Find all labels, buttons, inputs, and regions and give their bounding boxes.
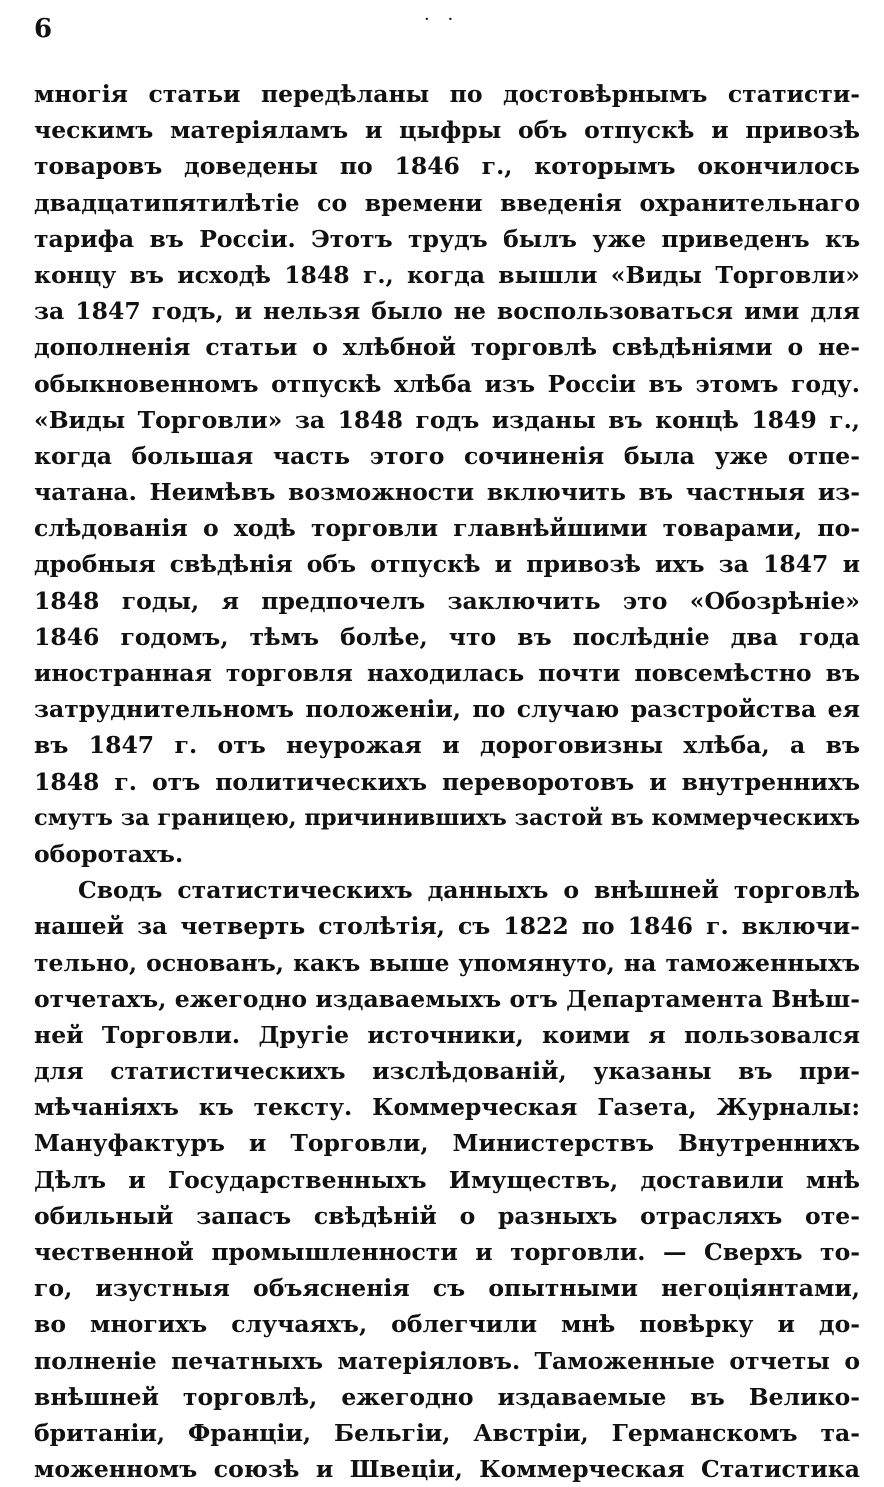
text-line: тарифа въ Россіи. Этотъ трудъ былъ уже приведенъ къ	[34, 224, 860, 253]
text-line: иностранная торговля находилась почти повсемѣстно въ	[34, 659, 860, 687]
paragraph-2	[34, 872, 860, 1487]
text-line: тельно, основанъ, какъ выше упомянуто, на таможенныхъ	[34, 948, 860, 977]
text-line: смутъ за границею, причинившихъ застой въ коммерческихъ	[34, 804, 860, 831]
text-line: моженномъ союзѣ и Швеціи, Коммерческая Статистика	[34, 1455, 860, 1484]
text-line: Сводъ статистическихъ данныхъ о внѣшней торговлѣ	[78, 876, 860, 905]
text-line: обыкновенномъ отпускѣ хлѣба изъ Россіи въ этомъ году.	[34, 369, 860, 398]
text-line: многія статьи передѣланы по достовѣрнымъ статисти-	[34, 80, 860, 108]
text-line: когда большая часть этого сочиненія была уже отпе-	[34, 441, 860, 470]
text-line: мѣчаніяхъ къ тексту. Коммерческая Газета, Журналы:	[34, 1093, 860, 1122]
text-line: отчетахъ, ежегодно издаваемыхъ отъ Департамента Внѣш-	[34, 984, 860, 1013]
text-line: Мануфактуръ и Торговли, Министерствъ Внутреннихъ	[34, 1129, 860, 1158]
text-line: чатана. Неимѣвъ возможности включить въ частныя из-	[34, 478, 860, 507]
text-line: дополненія статьи о хлѣбной торговлѣ свѣдѣніями о не-	[34, 333, 860, 362]
text-line: нашей за четверть столѣтія, съ 1822 по 1846 г. включи-	[34, 912, 860, 941]
text-line: ней Торговли. Другіе источники, коими я пользовался	[34, 1020, 860, 1049]
page-number: 6	[34, 14, 53, 44]
text-line: затруднительномъ положеніи, по случаю разстройства ея	[34, 695, 860, 724]
text-line: товаровъ доведены по 1846 г., которымъ окончилось	[34, 152, 860, 181]
text-line: 1848 годы, я предпочелъ заключить это «Обозрѣніе»	[34, 586, 860, 615]
text-line: чественной промышленности и торговли. — Сверхъ то-	[34, 1238, 860, 1266]
text-line: 1848 г. отъ политическихъ переворотовъ и внутреннихъ	[34, 767, 860, 796]
text-line: за 1847 годъ, и нельзя было не воспользоваться ими для	[34, 297, 860, 326]
text-line: во многихъ случаяхъ, облегчили мнѣ повѣрку и до-	[34, 1310, 860, 1339]
text-line: внѣшней торговлѣ, ежегодно издаваемые въ Велико-	[34, 1382, 860, 1411]
text-line: для статистическихъ изслѣдованій, указаны въ при-	[34, 1057, 860, 1086]
text-line: го, изустныя объясненія съ опытными негоціянтами,	[34, 1274, 860, 1303]
text-line: «Виды Торговли» за 1848 годъ изданы въ концѣ 1849 г.,	[34, 405, 860, 434]
header-marks: · ·	[424, 9, 460, 30]
paragraph-1	[34, 76, 860, 872]
text-line: полненіе печатныхъ матеріяловъ. Таможенные отчеты о	[34, 1346, 860, 1375]
text-line: двадцатипятилѣтіе со времени введенія охранительнаго	[34, 188, 860, 217]
text-line: ческимъ матеріяламъ и цыфры объ отпускѣ и привозѣ	[34, 116, 860, 145]
text-line: Дѣлъ и Государственныхъ Имуществъ, доставили мнѣ	[34, 1165, 860, 1194]
text-line: британіи, Франціи, Бельгіи, Австріи, Германскомъ та-	[34, 1418, 860, 1447]
text-line: концу въ исходѣ 1848 г., когда вышли «Виды Торговли»	[34, 260, 860, 289]
text-line: дробныя свѣдѣнія объ отпускѣ и привозѣ ихъ за 1847 и	[34, 550, 860, 579]
text-line: обильный запасъ свѣдѣній о разныхъ отрасляхъ оте-	[34, 1201, 860, 1230]
body-text	[34, 76, 860, 1487]
text-line: 1846 годомъ, тѣмъ болѣе, что въ послѣдніе два года	[34, 622, 860, 651]
text-line: оборотахъ.	[34, 839, 184, 868]
text-line: въ 1847 г. отъ неурожая и дороговизны хлѣба, а въ	[34, 731, 860, 760]
text-line: слѣдованія о ходѣ торговли главнѣйшими товарами, по-	[34, 514, 860, 543]
